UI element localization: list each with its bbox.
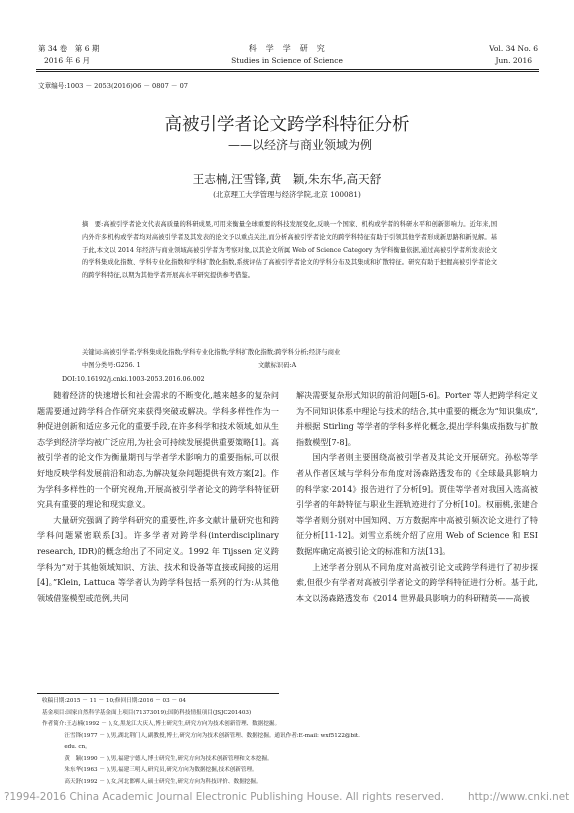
body-right-column	[296, 388, 538, 606]
paper-subtitle: ——以经济与商业领域为例	[227, 138, 372, 152]
author-affiliation: (北京理工大学管理与经济学院,北京 100081)	[213, 190, 361, 199]
header-date-en: Jun. 2016	[495, 56, 532, 65]
header-volume-cn: 第 34 卷 第 6 期	[38, 44, 100, 53]
footnote-author: edu. cn。	[42, 744, 91, 750]
footnote-author: 汪雪锋(1977 － ),男,湖北荆门人,副教授,博士,研究方向为技术创新管理、数据挖掘。通讯作者:E-mail: wxf5122@bit.	[42, 732, 360, 739]
body-paragraph: 上述学者分别从不同角度对高被引论文或跨学科进行了初步探索,但很少有学者对高被引学者论文的跨学科特征进行分析。基于此,本文以汤森路透发布《2014 世界最具影响力的科研精英——高被	[296, 561, 538, 603]
keywords: 关键词:高被引学者;学科集成化指数;学科专业化指数;学科扩散化指数;跨学科分析;经济与商业	[82, 349, 341, 356]
footnote-author: 朱东华(1963 － ),男,福建三明人,研究员,研究方向为数据挖掘,技术创新管理。	[42, 767, 258, 773]
footnote-funding: 基金项目:国家自然科学基金面上项目(71373019);国防科技情报项目(JSJC201403)	[42, 709, 252, 716]
header-journal-en: Studies in Science of Science	[231, 56, 343, 65]
body-paragraph: 大量研究强调了跨学科研究的重要性,许多文献计量研究也和跨学科问题紧密联系[3]。许多学者对跨学科(interdisciplinary research, IDR)的概念给出了不同定义。1992 年 Tijssen 定义跨学科为“对于其他领域知识、方法、技术和设备等直接或间接的运用[4]。”Klein, Lattuca 等学者认为跨学科包括一系列的行为:从其他领域借鉴模型或范例,共同	[37, 514, 279, 603]
footnote-received: 收稿日期:2015 － 11 － 10;修回日期:2016 － 03 － 04	[42, 698, 186, 704]
document-code: 文献标识码:A	[258, 362, 297, 369]
footnotes	[42, 696, 532, 788]
body-left-column	[37, 388, 279, 606]
website-link[interactable]: http://www.cnki.net	[468, 791, 570, 803]
clc-number: 中图分类号:G256. 1	[82, 362, 141, 369]
copyright-notice: ?1994-2016 China Academic Journal Electronic Publishing House. All rights reserved.	[4, 791, 445, 803]
article-number: 文章编号:1003 － 2053(2016)06 － 0807 － 07	[38, 82, 189, 90]
footnote-author: 高天舒(1992 － ),女,河北邯郸人,硕士研究生,研究方向为科技评价、数据挖掘。	[42, 778, 262, 785]
doi: DOI:10.16192/j.cnki.1003-2053.2016.06.002	[62, 376, 205, 383]
paper-title: 高被引学者论文跨学科特征分析	[164, 115, 410, 135]
body-paragraph: 随着经济的快速增长和社会需求的不断变化,越来越多的复杂问题需要通过跨学科合作研究来获得突破或解决。学科多样性作为一种促进创新和适应多元化的重要手段,在许多科学和技术领域,如从生态学到经济学均被广泛应用,为社会可持续发展提供重要策略[1]。高被引学者的论文作为衡量期刊与学者学术影响力的重要指标,可以很好地反映学科发展前沿和动态,为解决复杂问题提供有效方案[2]。作为学科多样性的一个研究视角,开展高被引学者论文的跨学科特征研究具有重要的理论和现实意义。	[37, 390, 279, 510]
footnote-rule	[37, 693, 279, 694]
header-rule-thin	[36, 71, 539, 72]
body-paragraph: 国内学者则主要围绕高被引学者及其论文开展研究。孙松等学者从作者区域与学科分布角度对汤森路透发布的《全球最具影响力的科学家·2014》报告进行了分析[9]。贾佳等学者对我国入选高被引学者的年龄特征与职业生涯轨迹进行了分析[10]。权丽桃,张建合等学者则分别对中国知网、万方数据库中高被引频次论文进行了特征分析[11-12]。刘雪立系统介绍了应用 Web of Science 和 ESI 数据库确定高被引论文的标准和方法[13]。	[296, 452, 538, 556]
abstract: 摘 要:高被引学者论文代表高质量的科研成果,可用来衡量全球重要的科技发展变化,反映一个国家、机构或学者的科研水平和创新影响力。近年来,国内外许多机构或学者均对高被引学者及其发表的论文予以重点关注,而分析高被引学者论文的跨学科特征有助于引领其他学者形成新思路和新见解。基于此,本文以 2014 年经济与商业领域高被引学者为考察对象,以其论文所属 Web of Science Category 为学科衡量依据,通过高被引学者所发表论文的学科集成化指数、学科专业化指数和学科扩散化指数,系统评估了高被引学者论文的学科分布及其集成和扩散特征。研究有助于把握高被引学者论文的跨学科特征,以期为其他学者开展高水平研究提供参考借鉴。	[82, 221, 497, 280]
author-list: 王志楠,汪雪锋,黄 颖,朱东华,高天舒	[192, 172, 382, 186]
header-date-cn: 2016 年 6 月	[44, 56, 91, 65]
header-rule	[36, 69, 539, 70]
body-paragraph: 解决需要复杂形式知识的前沿问题[5-6]。Porter 等人把跨学科定义为不同知识体系中理论与技术的结合,其中重要的概念为“知识集成”,并根据 Stirling 等学者的学科多样化概念,提出学科集成指数与扩散指数模型[7-8]。	[296, 390, 538, 447]
footnote-author: 黄 颖(1990 － ),男,福建宁德人,博士研究生,研究方向为技术创新管理和文本挖掘。	[42, 755, 273, 762]
header-volume-en: Vol. 34 No. 6	[489, 44, 538, 53]
header-journal-cn: 科 学 学 研 究	[248, 44, 326, 53]
footnote-author: 作者简介:王志楠(1992 － ),女,黑龙江大庆人,博士研究生,研究方向为技术创新管理、数据挖掘。	[42, 721, 281, 727]
